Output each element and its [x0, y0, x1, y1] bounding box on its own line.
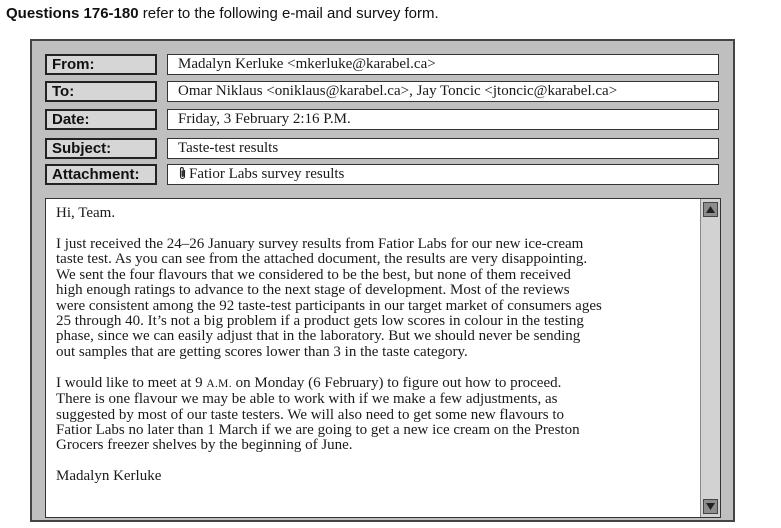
vertical-scrollbar[interactable] — [700, 199, 720, 517]
attachment-row — [45, 164, 719, 185]
subject-field: Taste-test results — [167, 138, 719, 159]
attachment-label: Attachment: — [45, 164, 157, 185]
attachment-field[interactable] — [167, 164, 719, 185]
message-text — [56, 206, 701, 485]
subject-row — [45, 138, 719, 159]
question-range: Questions 176-180 — [6, 5, 139, 22]
paragraph-2-start: I would like to meet at 9 — [56, 374, 207, 391]
paragraph-2 — [56, 376, 701, 454]
email-window — [30, 39, 735, 522]
scroll-down-button[interactable] — [703, 499, 718, 514]
date-field: Friday, 3 February 2:16 P.M. — [167, 109, 719, 130]
date-row — [45, 109, 719, 130]
arrow-down-icon — [704, 500, 717, 513]
message-body — [45, 198, 721, 518]
signature: Madalyn Kerluke — [56, 468, 162, 485]
arrow-up-icon — [704, 203, 717, 216]
to-field: Omar Niklaus <oniklaus@karabel.ca>, Jay Toncic <jtoncic@karabel.ca> — [167, 81, 719, 102]
subject-label: Subject: — [45, 138, 157, 159]
attachment-filename: Fatior Labs survey results — [189, 166, 345, 182]
paragraph-1: I just received the 24–26 January survey results from Fatior Labs for our new ice-cream taste test. As you can see from the attached document, the results are very disappointing. We sent the four flavours that we considered to be the best, but none of them received high enough ratings to advance to the next stage of development. Most of the reviews were consistent among the 92 taste-test participants in our target market of consumers ages 25 through 40. It’s not a big problem if a product gets low scores in colour in the testing phase, since we can easily adjust that in the laboratory. But we should never be sending out samples that are getting scores lower than 3 in the taste category. — [56, 236, 602, 360]
scroll-up-button[interactable] — [703, 202, 718, 217]
question-instruction — [6, 5, 439, 22]
paragraph-2-rest: on Monday (6 February) to figure out how to proceed. There is one flavour we may be able to work with if we make a few adjustments, as suggested by most of our taste testers. We will also need to get some new flavours to Fatior Labs no later than 1 March if we are going to get a new ice cream on the Preston Grocers freezer shelves by the beginning of June. — [56, 374, 580, 454]
from-label: From: — [45, 54, 157, 75]
from-field: Madalyn Kerluke <mkerluke@karabel.ca> — [167, 54, 719, 75]
instruction-text: refer to the following e-mail and survey form. — [138, 5, 439, 22]
greeting: Hi, Team. — [56, 205, 116, 221]
paperclip-icon — [178, 166, 187, 180]
meeting-time: A.M. — [206, 377, 232, 390]
to-row — [45, 81, 719, 102]
to-label: To: — [45, 81, 157, 102]
date-label: Date: — [45, 109, 157, 130]
from-row — [45, 54, 719, 75]
